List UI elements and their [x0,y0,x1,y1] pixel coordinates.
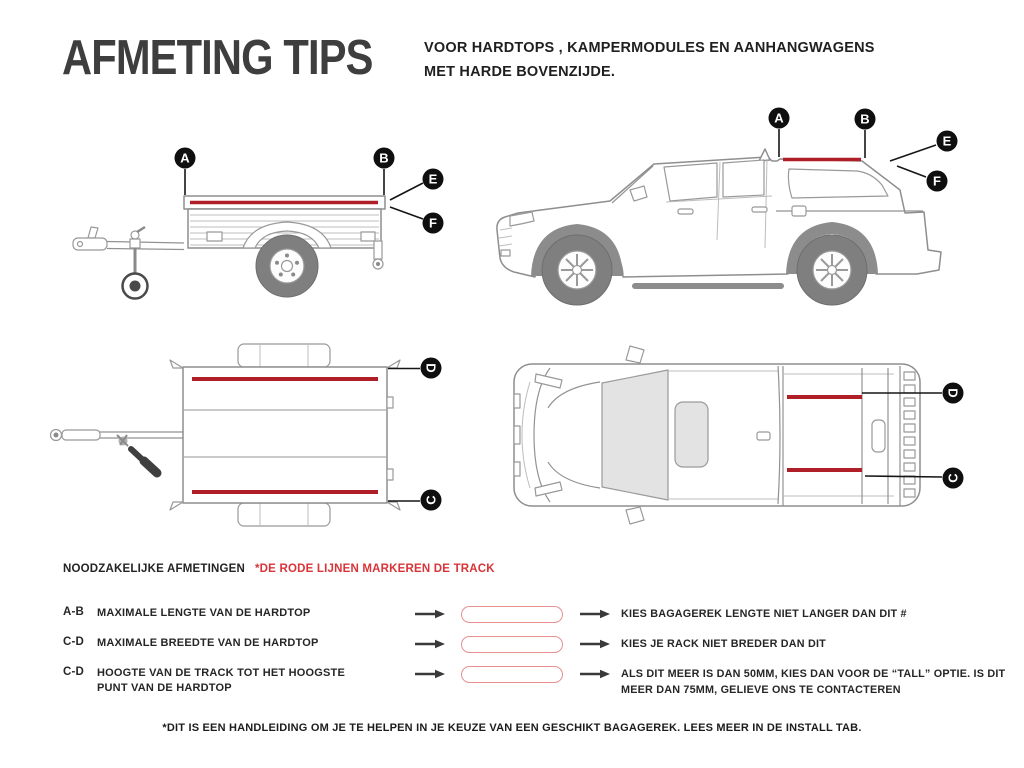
truck-top-artwork [514,346,920,524]
marker-b [855,109,876,130]
trailer-top-view-diagram [20,335,460,547]
svg-text:A: A [774,110,784,126]
page-subtitle [424,36,875,84]
svg-text:E: E [428,171,438,187]
arrow-right-icon [564,606,621,619]
marker-d [943,383,964,404]
marker-f [927,171,948,192]
marker-d [421,358,442,379]
footnote: *DIT IS EEN HANDLEIDING OM JE TE HELPEN IN JE KEUZE VAN EEN GESCHIKT BAGAGEREK. LEES MEER IN DE INSTALL TAB. [162,722,862,734]
arrow-right-icon [564,636,621,649]
leader-line-e [890,145,936,161]
marker-a [175,148,196,169]
red-lines-note: *DE RODE LIJNEN MARKEREN DE TRACK [255,563,495,575]
row-instruction: ALS DIT MEER IS DAN 50MM, KIES DAN VOOR DE “TALL” OPTIE. IS DIT MEER DAN 75MM, GELIEVE ONS TE CONTACTEREN [621,668,1006,696]
svg-text:A: A [180,150,190,166]
truck-hardtop-side-view-diagram [480,100,1000,320]
leader-line-f [897,166,926,177]
trailer-side-artwork [73,196,385,299]
subtitle-line-1: VOOR HARDTOPS , KAMPERMODULES EN AANHANGWAGENS [424,40,875,56]
row-key: A-B [63,606,85,618]
measurement-value-box[interactable] [461,606,563,623]
marker-e [423,169,444,190]
row-instruction: KIES JE RACK NIET BREDER DAN DIT [621,638,826,650]
svg-text:C: C [423,495,439,505]
trailer-side-view-diagram [40,115,460,320]
measurements-table [63,606,1022,711]
leader-line-e [390,183,423,200]
measurement-value-box[interactable] [461,636,563,653]
row-key: C-D [63,666,85,678]
arrow-right-icon [415,606,461,619]
marker-f [423,213,444,234]
measurement-value-box[interactable] [461,666,563,683]
page-title: AFMETING TIPS [62,31,373,85]
truck-side-artwork [497,149,941,305]
svg-text:F: F [933,173,941,189]
measurement-row-ab [63,606,1022,623]
svg-text:B: B [860,111,870,127]
svg-text:E: E [942,133,952,149]
truck-hardtop-top-view-diagram [490,330,990,550]
svg-text:D: D [945,388,961,398]
svg-text:C: C [945,473,961,483]
svg-text:F: F [429,215,437,231]
leader-line-c [865,476,942,477]
trailer-top-artwork [51,344,401,526]
marker-e [937,131,958,152]
measurements-heading: NOODZAKELIJKE AFMETINGEN [63,563,245,575]
svg-text:D: D [423,363,439,373]
measurements-heading-row [63,563,495,575]
arrow-right-icon [415,666,461,679]
row-description: HOOGTE VAN DE TRACK TOT HET HOOGSTE PUNT VAN DE HARDTOP [97,667,345,694]
leader-line-f [390,207,423,219]
row-description: MAXIMALE LENGTE VAN DE HARDTOP [97,607,311,619]
measurement-row-cd-breedte [63,636,1022,653]
arrow-right-icon [564,666,621,679]
arrow-right-icon [415,636,461,649]
svg-text:B: B [379,150,389,166]
marker-b [374,148,395,169]
row-instruction: KIES BAGAGEREK LENGTE NIET LANGER DAN DIT # [621,608,907,620]
marker-c [943,468,964,489]
measurement-row-cd-hoogte [63,666,1022,698]
row-description: MAXIMALE BREEDTE VAN DE HARDTOP [97,637,319,649]
marker-c [421,490,442,511]
marker-a [769,108,790,129]
row-key: C-D [63,636,85,648]
subtitle-line-2: MET HARDE BOVENZIJDE. [424,64,616,80]
